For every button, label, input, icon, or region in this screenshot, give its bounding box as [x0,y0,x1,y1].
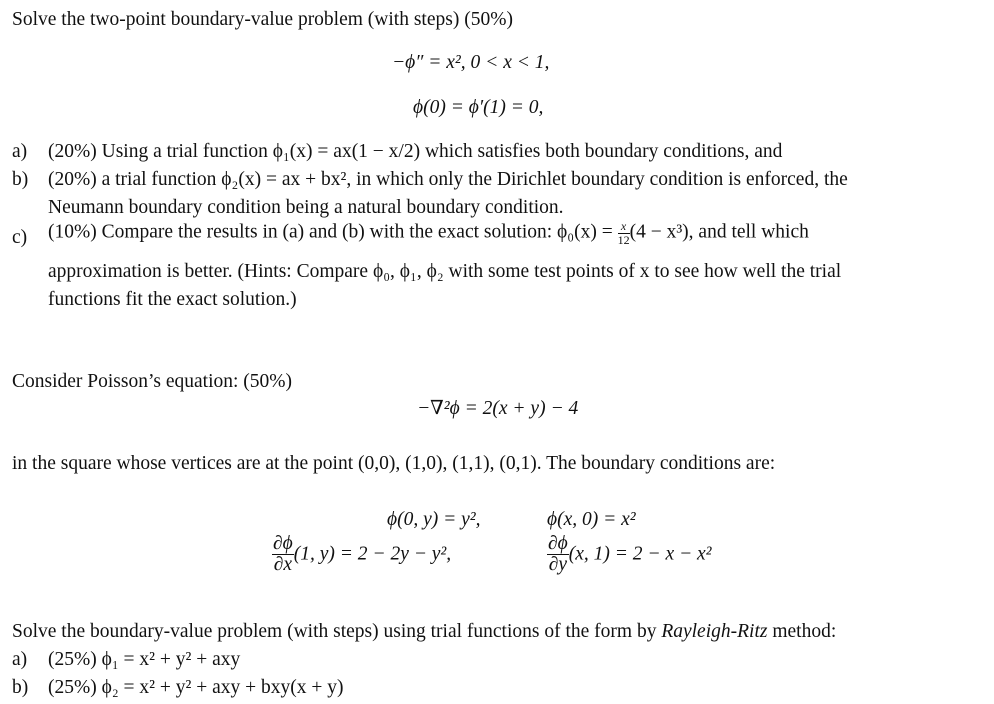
bc-bottom-dirichlet: ϕ(x, 0) = x² [547,509,636,530]
partial-y-derivative [547,534,569,576]
problem2-solve-text-post: method: [767,621,837,642]
problem2-item-b-text: (25%) ϕ₂ = x² + y² + axy + bxy(x + y) [48,677,344,698]
partial-y-derivative-denominator: ∂y [548,554,568,576]
problem1-item-c-label: c) [12,227,28,248]
problem2-item-b-label: b) [12,677,29,698]
problem1-item-a-label: a) [12,141,28,162]
problem1-item-c-text-line2: approximation is better. (Hints: Compare ϕ₀, ϕ₁, ϕ₂ with some test points of x to see how well the trial [48,261,842,282]
problem2-item-a-text: (25%) ϕ₁ = x² + y² + axy [48,649,241,670]
problem2-solve-method: Rayleigh-Ritz [661,621,768,642]
partial-x-derivative-numerator: ∂ϕ [273,533,293,554]
problem2-heading: Consider Poisson’s equation: (50%) [12,371,293,392]
problem2-item-a-label: a) [12,649,28,670]
problem1-item-a-text: (20%) Using a trial function ϕ₁(x) = ax(1 − x/2) which satisfies both boundary conditions, and [48,141,783,162]
problem1-item-c-text-line3: functions fit the exact solution.) [48,289,297,310]
problem1-item-b-text-line2: Neumann boundary condition being a natural boundary condition. [48,197,564,218]
problem1-heading: Solve the two-point boundary-value problem (with steps) (50%) [12,9,513,30]
problem2-solve-text [12,621,836,642]
problem1-equation-ode: −ϕ″ = x², 0 < x < 1, [392,52,550,73]
problem1-item-c-text-pre: (10%) Compare the results in (a) and (b) with the exact solution: ϕ₀(x) = [48,221,618,243]
problem1-item-c-text-post: (4 − x³), and tell which [629,221,809,243]
bc-right-neumann [272,534,451,576]
problem1-item-b-text: (20%) a trial function ϕ₂(x) = ax + bx², in which only the Dirichlet boundary condition is enforced, the [48,169,848,190]
bc-top-neumann [547,534,712,576]
partial-y-derivative-numerator: ∂ϕ [548,533,568,554]
problem1-equation-bc: ϕ(0) = ϕ′(1) = 0, [413,97,544,118]
exact-solution-fraction-numerator: x [618,220,630,234]
problem2-domain-text: in the square whose vertices are at the point (0,0), (1,0), (1,1), (0,1). The boundary conditions are: [12,453,776,474]
bc-right-neumann-expr: (1, y) = 2 − 2y − y², [293,543,452,565]
poisson-equation: −∇²ϕ = 2(x + y) − 4 [417,398,579,419]
bc-top-neumann-expr: (x, 1) = 2 − x − x² [568,543,712,565]
problem1-item-b-label: b) [12,169,29,190]
problem2-solve-text-pre: Solve the boundary-value problem (with steps) using trial functions of the form by [12,621,662,642]
exact-solution-fraction [618,220,630,246]
partial-x-derivative [272,534,294,576]
partial-x-derivative-denominator: ∂x [273,554,293,576]
bc-left-dirichlet: ϕ(0, y) = y², [387,509,481,530]
problem1-item-c-text [48,220,809,246]
exact-solution-fraction-denominator: 12 [617,232,630,247]
